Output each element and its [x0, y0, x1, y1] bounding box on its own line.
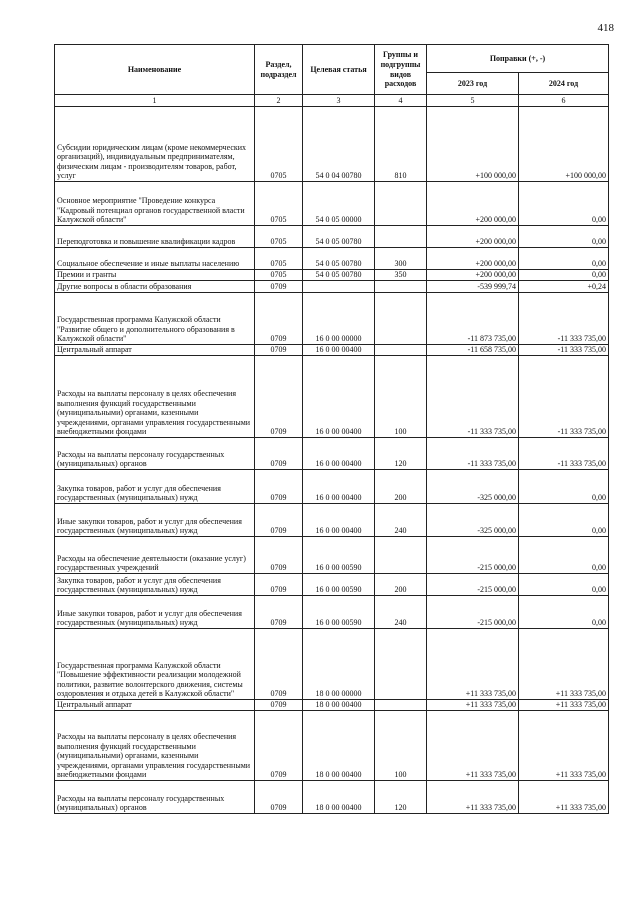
row-target: 18 0 00 00400	[303, 700, 375, 711]
row-section: 0709	[255, 470, 303, 504]
header-year-2023: 2023 год	[427, 73, 519, 95]
row-amount-2024: 0,00	[519, 504, 609, 537]
row-target: 16 0 00 00400	[303, 438, 375, 470]
row-group	[375, 700, 427, 711]
row-target: 18 0 00 00000	[303, 629, 375, 700]
column-number: 2	[255, 95, 303, 107]
row-name: Переподготовка и повышение квалификации кадров	[55, 226, 255, 248]
row-amount-2023: -215 000,00	[427, 537, 519, 574]
row-amount-2024: -11 333 735,00	[519, 356, 609, 438]
row-amount-2024: 0,00	[519, 574, 609, 596]
row-section: 0709	[255, 293, 303, 345]
row-amount-2023: -11 333 735,00	[427, 356, 519, 438]
table-row	[55, 700, 609, 711]
row-name: Государственная программа Калужской области "Развитие общего и дополнительного образования в Калужской области"	[55, 293, 255, 345]
row-name: Расходы на выплаты персоналу государственных (муниципальных) органов	[55, 438, 255, 470]
row-target: 16 0 00 00590	[303, 574, 375, 596]
row-group: 100	[375, 711, 427, 781]
row-target: 16 0 00 00400	[303, 470, 375, 504]
row-section: 0709	[255, 345, 303, 356]
row-name: Закупка товаров, работ и услуг для обеспечения государственных (муниципальных) нужд	[55, 470, 255, 504]
row-amount-2024: +11 333 735,00	[519, 711, 609, 781]
row-amount-2023: +200 000,00	[427, 226, 519, 248]
header-amendments: Поправки (+, -)	[427, 45, 609, 73]
row-group	[375, 537, 427, 574]
column-number: 4	[375, 95, 427, 107]
row-amount-2024: +100 000,00	[519, 107, 609, 182]
row-name: Расходы на выплаты персоналу в целях обеспечения выполнения функций государственными (муниципальными) органами, казенными учреждениями, органами управления государственными внебюджетными фондами	[55, 711, 255, 781]
row-target: 16 0 00 00400	[303, 356, 375, 438]
row-amount-2023: -215 000,00	[427, 574, 519, 596]
row-section: 0709	[255, 537, 303, 574]
row-amount-2024: 0,00	[519, 537, 609, 574]
row-target: 54 0 05 00780	[303, 248, 375, 270]
header-section: Раздел, подраздел	[255, 45, 303, 95]
row-group: 200	[375, 574, 427, 596]
column-number: 1	[55, 95, 255, 107]
row-name: Социальное обеспечение и иные выплаты населению	[55, 248, 255, 270]
table-row	[55, 504, 609, 537]
row-name: Иные закупки товаров, работ и услуг для обеспечения государственных (муниципальных) нужд	[55, 596, 255, 629]
column-number: 3	[303, 95, 375, 107]
row-name: Другие вопросы в области образования	[55, 281, 255, 293]
row-amount-2023: +200 000,00	[427, 270, 519, 281]
row-amount-2024: +11 333 735,00	[519, 700, 609, 711]
row-group: 810	[375, 107, 427, 182]
table-row	[55, 629, 609, 700]
row-target: 54 0 05 00000	[303, 182, 375, 226]
row-target	[303, 281, 375, 293]
table-row	[55, 270, 609, 281]
row-name: Расходы на выплаты персоналу в целях обеспечения выполнения функций государственными (муниципальными) органами, казенными учреждениями, органами управления государственными внебюджетными фондами	[55, 356, 255, 438]
column-number: 6	[519, 95, 609, 107]
row-section: 0705	[255, 226, 303, 248]
row-target: 18 0 00 00400	[303, 781, 375, 814]
table-row	[55, 226, 609, 248]
row-amount-2024: 0,00	[519, 226, 609, 248]
table-row	[55, 107, 609, 182]
table-row	[55, 345, 609, 356]
row-section: 0709	[255, 504, 303, 537]
table-row	[55, 438, 609, 470]
row-name: Премии и гранты	[55, 270, 255, 281]
row-section: 0709	[255, 596, 303, 629]
row-name: Расходы на обеспечение деятельности (оказание услуг) государственных учреждений	[55, 537, 255, 574]
row-amount-2023: -325 000,00	[427, 470, 519, 504]
row-section: 0705	[255, 107, 303, 182]
row-section: 0709	[255, 700, 303, 711]
row-amount-2024: +11 333 735,00	[519, 629, 609, 700]
row-amount-2024: 0,00	[519, 182, 609, 226]
row-group: 100	[375, 356, 427, 438]
page-number: 418	[597, 22, 614, 34]
row-name: Закупка товаров, работ и услуг для обеспечения государственных (муниципальных) нужд	[55, 574, 255, 596]
column-number: 5	[427, 95, 519, 107]
column-numbers-row	[55, 95, 609, 107]
table-row	[55, 182, 609, 226]
row-section: 0705	[255, 270, 303, 281]
row-section: 0709	[255, 438, 303, 470]
row-name: Иные закупки товаров, работ и услуг для обеспечения государственных (муниципальных) нужд	[55, 504, 255, 537]
row-section: 0709	[255, 711, 303, 781]
row-target: 54 0 05 00780	[303, 226, 375, 248]
row-amount-2023: +11 333 735,00	[427, 781, 519, 814]
table-row	[55, 248, 609, 270]
row-section: 0705	[255, 248, 303, 270]
row-amount-2023: +11 333 735,00	[427, 700, 519, 711]
table-row	[55, 781, 609, 814]
header-name: Наименование	[55, 45, 255, 95]
table-row	[55, 293, 609, 345]
row-target: 16 0 00 00400	[303, 345, 375, 356]
row-amount-2023: +11 333 735,00	[427, 629, 519, 700]
row-group	[375, 182, 427, 226]
row-group	[375, 293, 427, 345]
row-group: 240	[375, 504, 427, 537]
row-section: 0709	[255, 781, 303, 814]
row-amount-2024: 0,00	[519, 270, 609, 281]
table-row	[55, 596, 609, 629]
row-amount-2023: +11 333 735,00	[427, 711, 519, 781]
row-amount-2024: 0,00	[519, 248, 609, 270]
row-group: 300	[375, 248, 427, 270]
row-amount-2023: -325 000,00	[427, 504, 519, 537]
amendments-table	[54, 44, 609, 814]
row-amount-2023: +200 000,00	[427, 248, 519, 270]
row-name: Расходы на выплаты персоналу государственных (муниципальных) органов	[55, 781, 255, 814]
row-amount-2023: -11 873 735,00	[427, 293, 519, 345]
row-amount-2024: -11 333 735,00	[519, 438, 609, 470]
row-section: 0705	[255, 182, 303, 226]
row-section: 0709	[255, 574, 303, 596]
row-amount-2024: +11 333 735,00	[519, 781, 609, 814]
row-amount-2024: 0,00	[519, 596, 609, 629]
row-amount-2023: -11 333 735,00	[427, 438, 519, 470]
header-groups: Группы и подгруппы видов расходов	[375, 45, 427, 95]
row-target: 16 0 00 00000	[303, 293, 375, 345]
row-group	[375, 281, 427, 293]
row-amount-2024: -11 333 735,00	[519, 293, 609, 345]
row-group: 350	[375, 270, 427, 281]
row-group	[375, 345, 427, 356]
row-group: 240	[375, 596, 427, 629]
row-amount-2024: 0,00	[519, 470, 609, 504]
row-name: Субсидии юридическим лицам (кроме некоммерческих организаций), индивидуальным предпринимателям, физическим лицам - производителям товаров, работ, услуг	[55, 107, 255, 182]
row-amount-2024: +0,24	[519, 281, 609, 293]
header-target: Целевая статья	[303, 45, 375, 95]
row-amount-2023: +100 000,00	[427, 107, 519, 182]
row-target: 54 0 05 00780	[303, 270, 375, 281]
row-group	[375, 226, 427, 248]
table-row	[55, 574, 609, 596]
table-row	[55, 356, 609, 438]
row-amount-2024: -11 333 735,00	[519, 345, 609, 356]
row-target: 16 0 00 00400	[303, 504, 375, 537]
row-group	[375, 629, 427, 700]
table-row	[55, 711, 609, 781]
row-name: Государственная программа Калужской области "Повышение эффективности реализации молодежной политики, развитие волонтерского движения, системы оздоровления и отдыха детей в Калужской области"	[55, 629, 255, 700]
table-body	[55, 107, 609, 814]
row-section: 0709	[255, 281, 303, 293]
row-section: 0709	[255, 629, 303, 700]
row-target: 16 0 00 00590	[303, 537, 375, 574]
row-group: 200	[375, 470, 427, 504]
row-group: 120	[375, 438, 427, 470]
row-amount-2023: +200 000,00	[427, 182, 519, 226]
header-year-2024: 2024 год	[519, 73, 609, 95]
row-target: 16 0 00 00590	[303, 596, 375, 629]
table-row	[55, 537, 609, 574]
row-name: Центральный аппарат	[55, 345, 255, 356]
row-target: 18 0 00 00400	[303, 711, 375, 781]
table-row	[55, 470, 609, 504]
row-amount-2023: -539 999,74	[427, 281, 519, 293]
row-group: 120	[375, 781, 427, 814]
row-name: Центральный аппарат	[55, 700, 255, 711]
row-amount-2023: -215 000,00	[427, 596, 519, 629]
row-section: 0709	[255, 356, 303, 438]
row-target: 54 0 04 00780	[303, 107, 375, 182]
row-amount-2023: -11 658 735,00	[427, 345, 519, 356]
row-name: Основное мероприятие "Проведение конкурса "Кадровый потенциал органов государственной власти Калужской области"	[55, 182, 255, 226]
table-row	[55, 281, 609, 293]
